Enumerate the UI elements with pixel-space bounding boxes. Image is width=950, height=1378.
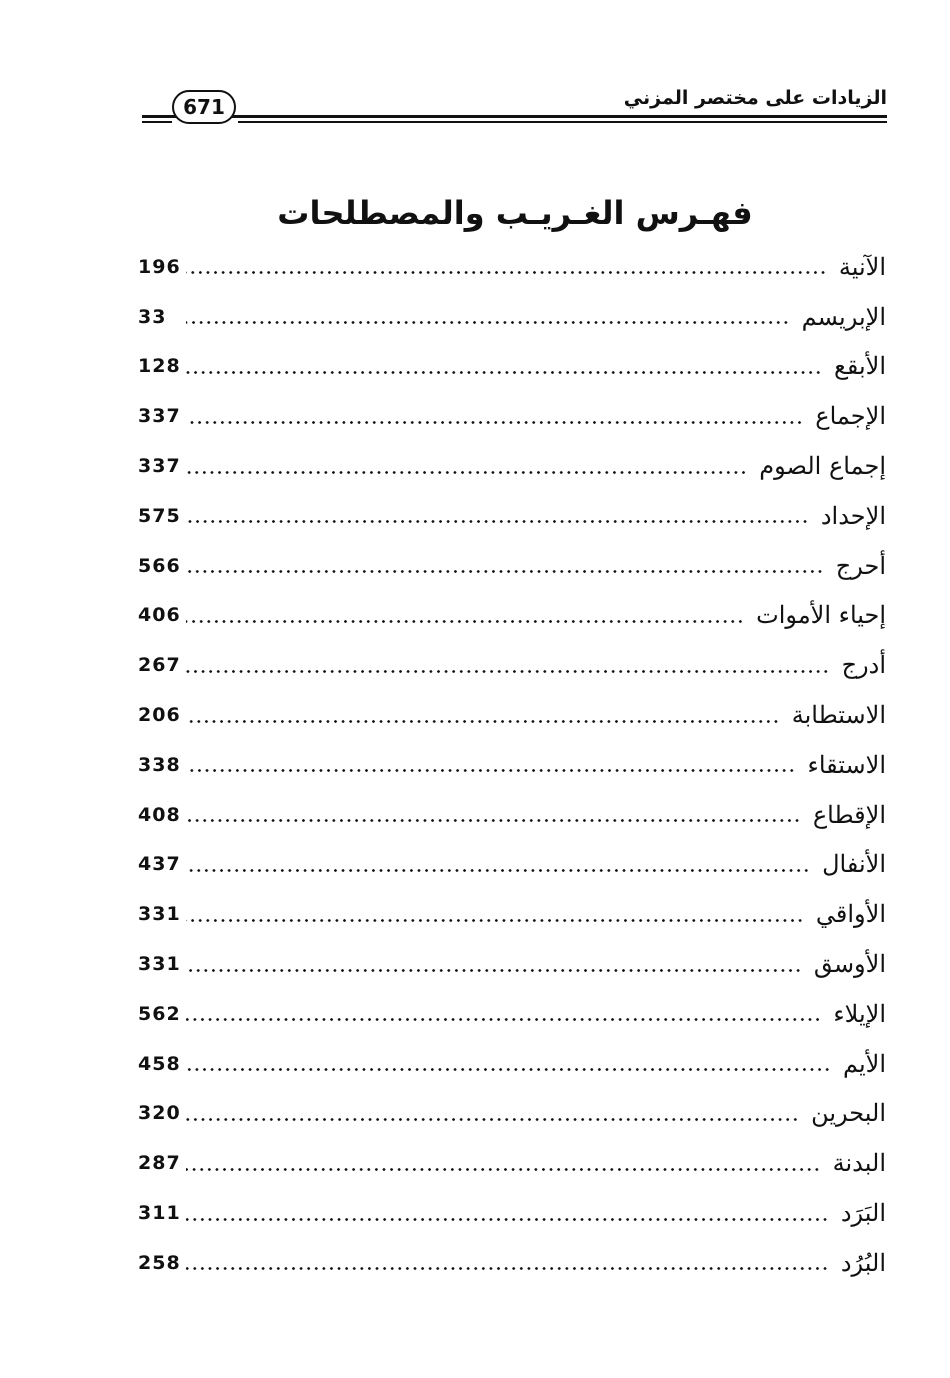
entry-page-number: 337	[138, 455, 181, 478]
entry-page-number: 320	[138, 1102, 181, 1125]
page-number: 671	[172, 90, 236, 124]
entry-page-number: 128	[138, 355, 181, 378]
index-entry	[138, 989, 886, 1039]
header-rule-bottom	[238, 121, 887, 123]
entry-term: الأنفال	[822, 850, 886, 879]
index-entry	[138, 840, 886, 890]
header-rule-top	[142, 115, 887, 118]
dot-leader	[186, 720, 780, 723]
index-entry	[138, 1138, 886, 1188]
dot-leader	[186, 1068, 831, 1071]
dot-leader	[186, 321, 790, 324]
entry-page-number: 337	[138, 405, 181, 428]
index-entry	[138, 889, 886, 939]
index-entry	[138, 591, 886, 641]
entry-page-number: 287	[138, 1152, 181, 1175]
entry-page-number: 338	[138, 753, 181, 776]
entry-term: الإيلاء	[833, 999, 886, 1028]
index-entry	[138, 1188, 886, 1238]
dot-leader	[186, 769, 796, 772]
index-entries	[138, 242, 886, 1288]
running-header	[142, 82, 887, 132]
dot-leader	[186, 869, 810, 872]
entry-page-number: 331	[138, 903, 181, 926]
index-title: فهـرس الغـريـب والمصطلحات	[277, 194, 753, 232]
entry-page-number: 406	[138, 604, 181, 627]
index-entry	[138, 1238, 886, 1288]
index-entry	[138, 441, 886, 491]
index-entry	[138, 242, 886, 292]
dot-leader	[186, 271, 827, 274]
entry-page-number: 566	[138, 554, 181, 577]
entry-page-number: 408	[138, 803, 181, 826]
entry-page-number: 437	[138, 853, 181, 876]
entry-page-number: 196	[138, 255, 181, 278]
dot-leader	[186, 1118, 799, 1121]
entry-term: إحياء الأموات	[756, 601, 886, 630]
entry-term: الآنية	[838, 252, 886, 281]
dot-leader	[186, 520, 809, 523]
entry-term: البُرُد	[840, 1248, 886, 1277]
index-entry	[138, 541, 886, 591]
entry-term: أدرج	[841, 651, 886, 680]
entry-term: أحرج	[835, 551, 886, 580]
entry-term: الأوسق	[813, 950, 886, 979]
index-entry	[138, 939, 886, 989]
index-entry	[138, 790, 886, 840]
dot-leader	[186, 1218, 829, 1221]
entry-term: الأواقي	[815, 900, 886, 929]
entry-term: البحرين	[811, 1099, 886, 1128]
entry-page-number: 458	[138, 1052, 181, 1075]
entry-term: البدنة	[832, 1149, 886, 1178]
entry-page-number: 562	[138, 1002, 181, 1025]
entry-page-number: 33	[138, 305, 167, 328]
entry-term: الاستطابة	[791, 701, 886, 730]
entry-term: الإحداد	[820, 501, 886, 530]
dot-leader	[186, 421, 803, 424]
entry-page-number: 575	[138, 504, 181, 527]
dot-leader	[186, 620, 744, 623]
dot-leader	[186, 969, 802, 972]
dot-leader	[186, 1168, 821, 1171]
index-entry	[138, 342, 886, 392]
entry-term: إجماع الصوم	[759, 452, 886, 481]
index-entry	[138, 640, 886, 690]
entry-page-number: 206	[138, 704, 181, 727]
entry-page-number: 331	[138, 953, 181, 976]
dot-leader	[186, 819, 801, 822]
running-title: الزيادات على مختصر المزني	[623, 87, 887, 109]
entry-term: الاستقاء	[807, 750, 886, 779]
dot-leader	[186, 919, 804, 922]
dot-leader	[186, 371, 822, 374]
index-entry	[138, 491, 886, 541]
entry-page-number: 258	[138, 1251, 181, 1274]
index-entry	[138, 1089, 886, 1139]
entry-term: البَرَد	[840, 1199, 886, 1228]
dot-leader	[186, 471, 747, 474]
entry-term: الإقطاع	[812, 800, 886, 829]
entry-term: الإجماع	[815, 402, 886, 431]
index-entry	[138, 690, 886, 740]
entry-term: الإبريسم	[801, 302, 886, 331]
index-entry	[138, 292, 886, 342]
dot-leader	[186, 570, 824, 573]
dot-leader	[186, 1018, 821, 1021]
entry-page-number: 311	[138, 1202, 181, 1225]
header-rule-left	[142, 121, 172, 123]
entry-page-number: 267	[138, 654, 181, 677]
dot-leader	[186, 1267, 829, 1270]
dot-leader	[186, 670, 830, 673]
entry-term: الأبقع	[834, 352, 886, 381]
index-entry	[138, 1039, 886, 1089]
index-entry	[138, 391, 886, 441]
index-entry	[138, 740, 886, 790]
entry-term: الأيم	[842, 1049, 886, 1078]
